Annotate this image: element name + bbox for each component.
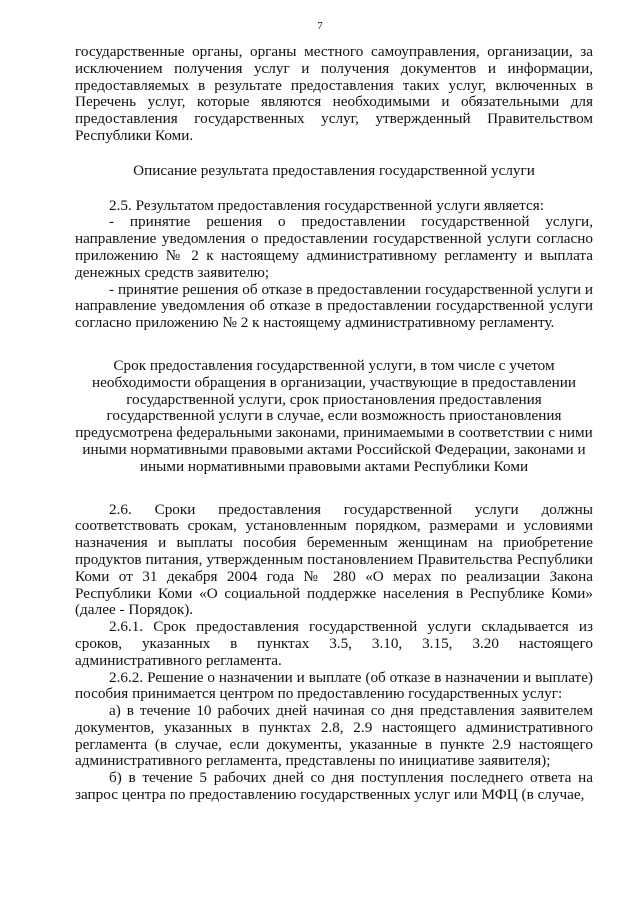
paragraph-2-6-1: 2.6.1. Срок предоставления государственной услуги складывается из сроков, указанных в пунктах 3.5, 3.10, 3.15, 3.20 настоящего административного регламента. bbox=[75, 618, 593, 669]
page-content bbox=[75, 44, 593, 804]
paragraph-2-5: 2.5. Результатом предоставления государственной услуги является: bbox=[109, 196, 544, 214]
section-heading-result: Описание результата предоставления государственной услуги bbox=[133, 161, 535, 179]
paragraph-2-6-2-b: б) в течение 5 рабочих дней со дня поступления последнего ответа на запрос центра по предоставлению государственных услуг или МФЦ (в случае, bbox=[75, 769, 593, 804]
intro-paragraph: государственные органы, органы местного самоуправления, организации, за исключением получения услуг и получения документов и информации, предоставляемых в результате предоставления таких услуг, включенных в Перечень услуг, которые являются необходимыми и обязательными для предоставления государственных услуг, утвержденный Правительством Республики Коми. bbox=[75, 43, 593, 144]
paragraph-2-6-2-a: а) в течение 10 рабочих дней начиная со дня представления заявителем документов, указанных в пунктах 2.8, 2.9 настоящего административного регламента (в случае, если документы, указанные в пункте 2.9 настоящего административного регламента, представлены по инициативе заявителя); bbox=[75, 702, 593, 770]
page-number: 7 bbox=[317, 20, 323, 32]
paragraph-2-5-item-2: - принятие решения об отказе в предоставлении государственной услуги и направление уведомления об отказе в предоставлении государственной услуги согласно приложению № 2 к настоящему административному регламенту. bbox=[75, 280, 593, 332]
paragraph-2-5-item-1: - принятие решения о предоставлении государственной услуги, направление уведомления о предоставлении государственной услуги согласно приложению № 2 к настоящему административному регламенту и выплата денежных средств заявителю; bbox=[75, 213, 593, 281]
section-heading-terms: Срок предоставления государственной услуги, в том числе с учетом необходимости обращения в организации, участвующие в предоставлении государственной услуги, срок приостановления предоставления государственной услуги в случае, если возможность приостановления предусмотрена федеральными законами, принимаемыми в соответствии с ними иными нормативными правовыми актами Российской Федерации, законами и иными нормативными правовыми актами Республики Коми bbox=[75, 356, 593, 475]
paragraph-2-6-2: 2.6.2. Решение о назначении и выплате (об отказе в назначении и выплате) пособия принимается центром по предоставлению государственных услуг: bbox=[75, 668, 593, 703]
paragraph-2-6: 2.6. Сроки предоставления государственной услуги должны соответствовать срокам, установленным порядком, размерами и условиями назначения и выплаты пособия беременным женщинам на приобретение продуктов питания, утвержденным постановлением Правительства Республики Коми от 31 декабря 2004 года № 280 «О мерах по реализации Закона Республики Коми «О социальной поддержке населения в Республике Коми» (далее - Порядок). bbox=[75, 500, 593, 619]
